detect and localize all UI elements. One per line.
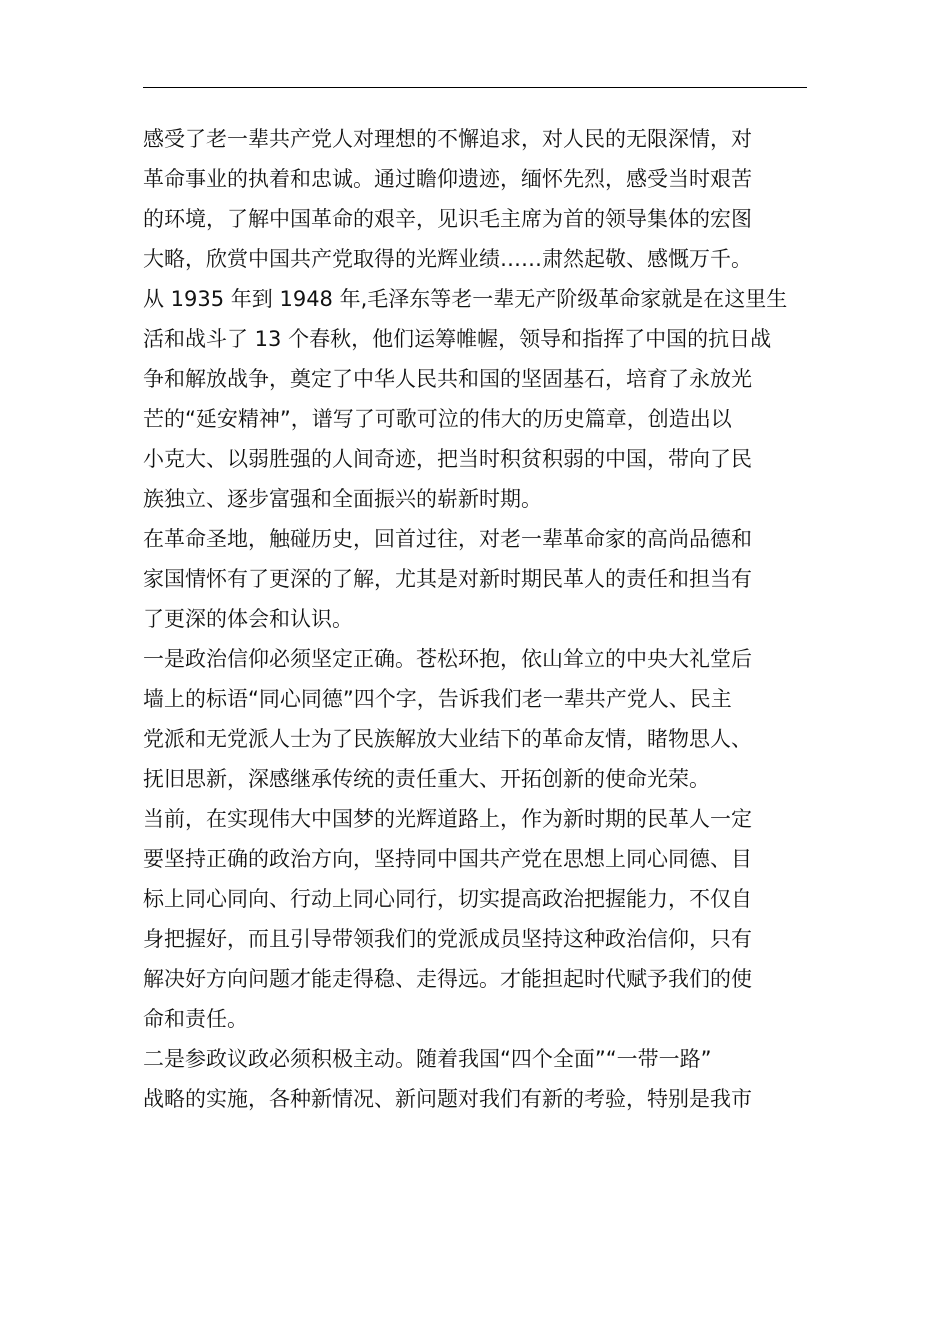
text-line: 族独立、逐步富强和全面振兴的崭新时期。 (143, 487, 542, 511)
text-line: 战略的实施，各种新情况、新问题对我们有新的考验，特别是我市 (143, 1087, 752, 1111)
body-text (143, 119, 815, 1119)
text-line: 感受了老一辈共产党人对理想的不懈追求，对人民的无限深情，对 (143, 127, 752, 151)
text-line: 当前，在实现伟大中国梦的光辉道路上，作为新时期的民革人一定 (143, 807, 752, 831)
text-line: 活和战斗了 13 个春秋，他们运筹帷幄，领导和指挥了中国的抗日战 (143, 327, 772, 351)
text-line: 二是参政议政必须积极主动。随着我国“四个全面”“一带一路” (143, 1047, 712, 1071)
text-line: 党派和无党派人士为了民族解放大业结下的革命友情，睹物思人、 (143, 727, 752, 751)
text-line: 的环境，了解中国革命的艰辛，见识毛主席为首的领导集体的宏图 (143, 207, 752, 231)
text-line: 从 1935 年到 1948 年,毛泽东等老一辈无产阶级革命家就是在这里生 (143, 287, 788, 311)
text-line: 命和责任。 (143, 1007, 248, 1031)
text-line: 家国情怀有了更深的了解，尤其是对新时期民革人的责任和担当有 (143, 567, 752, 591)
text-line: 抚旧思新，深感继承传统的责任重大、开拓创新的使命光荣。 (143, 767, 710, 791)
text-line: 革命事业的执着和忠诚。通过瞻仰遗迹，缅怀先烈，感受当时艰苦 (143, 167, 752, 191)
header-rule (143, 87, 807, 88)
text-line: 在革命圣地，触碰历史，回首过往，对老一辈革命家的高尚品德和 (143, 527, 752, 551)
text-line: 要坚持正确的政治方向，坚持同中国共产党在思想上同心同德、目 (143, 847, 752, 871)
text-line: 标上同心同向、行动上同心同行，切实提高政治把握能力，不仅自 (143, 887, 752, 911)
text-line: 一是政治信仰必须坚定正确。苍松环抱，依山耸立的中央大礼堂后 (143, 647, 752, 671)
text-line: 了更深的体会和认识。 (143, 607, 353, 631)
text-line: 芒的“延安精神”，谱写了可歌可泣的伟大的历史篇章，创造出以 (143, 407, 732, 431)
text-line: 解决好方向问题才能走得稳、走得远。才能担起时代赋予我们的使 (143, 967, 752, 991)
text-line: 身把握好，而且引导带领我们的党派成员坚持这种政治信仰，只有 (143, 927, 752, 951)
text-line: 争和解放战争，奠定了中华人民共和国的坚固基石，培育了永放光 (143, 367, 752, 391)
text-line: 墙上的标语“同心同德”四个字，告诉我们老一辈共产党人、民主 (143, 687, 732, 711)
text-line: 小克大、以弱胜强的人间奇迹，把当时积贫积弱的中国，带向了民 (143, 447, 752, 471)
text-line: 大略，欣赏中国共产党取得的光辉业绩……肃然起敬、感慨万千。 (143, 247, 752, 271)
